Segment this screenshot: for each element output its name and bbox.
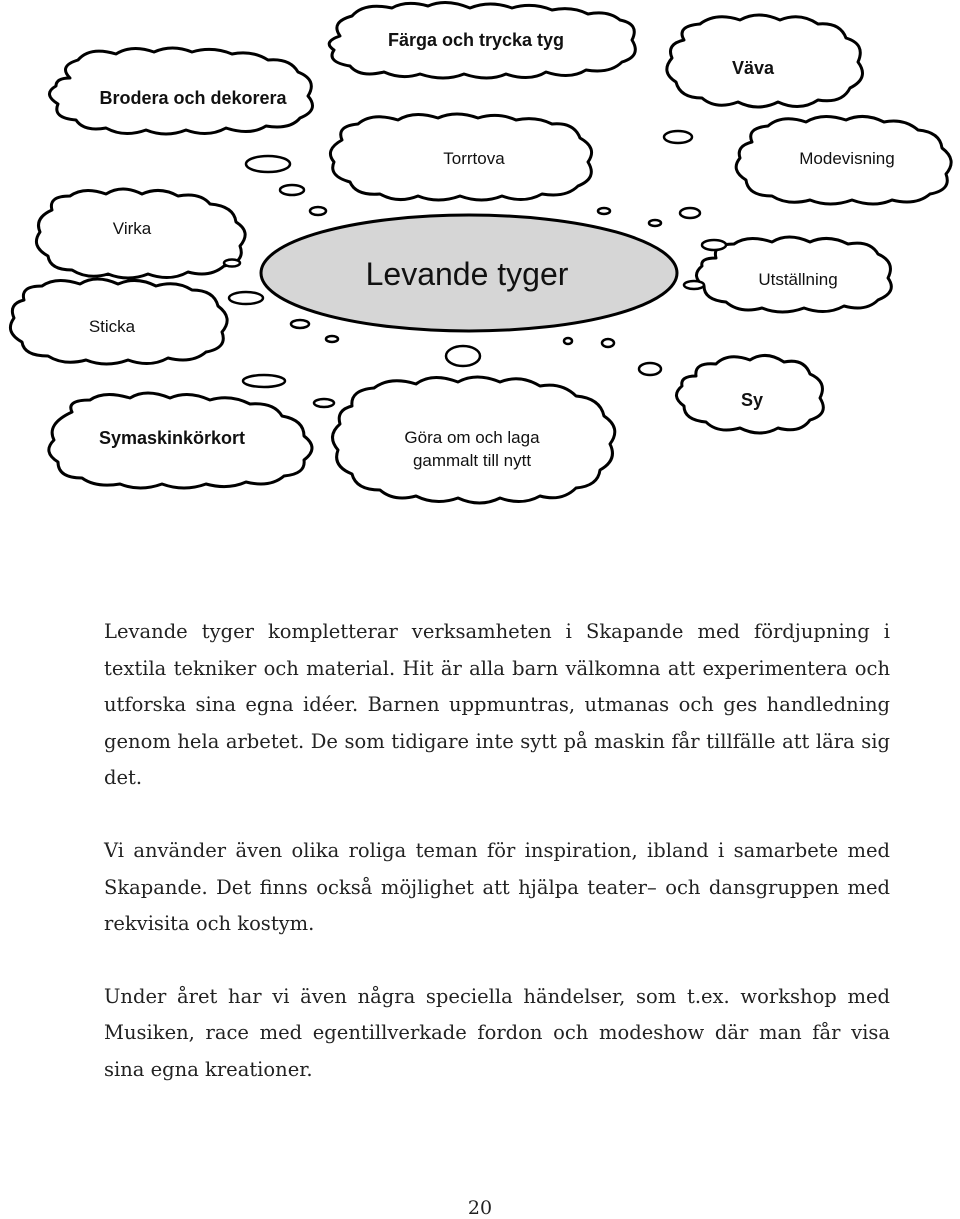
cloud-label: Modevisning [799, 149, 895, 168]
cloud-symaskinkorkort [49, 393, 312, 488]
cloud-utstallning [696, 237, 891, 312]
page-number: 20 [467, 1197, 493, 1219]
mind-map-diagram [0, 0, 960, 560]
cloud-label: Brodera och dekorera [99, 88, 287, 108]
cloud-sticka [10, 279, 227, 364]
cloud-brodera-och-dekorera [49, 48, 312, 134]
cloud-label: Utställning [758, 270, 838, 289]
center-title: Levande tyger [365, 256, 569, 292]
cloud-gora-om-och-laga [332, 377, 614, 503]
cloud-label: Virka [112, 219, 152, 238]
paragraph-3: Under året har vi även några speciella händelser, som t.ex. workshop med Musiken, race med egentillverkade fordon och modeshow där man får visa sina egna kreationer. [104, 984, 890, 1081]
center-topic [261, 215, 677, 331]
cloud-label: Sticka [88, 317, 136, 336]
body-text [104, 614, 890, 1125]
cloud-vava [667, 15, 863, 107]
cloud-modevisning [736, 116, 951, 204]
cloud-label-line1: Göra om och laga [404, 428, 540, 447]
paragraph-1: Levande tyger kompletterar verksamheten i Skapande med fördjupning i textila tekniker och material. Hit är alla barn välkomna att experimentera och utforska sina egna idéer. Barnen uppmuntras, utmanas och ges handledning genom hela arbetet. De som tidigare inte sytt på maskin får tillfälle att lära sig det. [104, 620, 890, 790]
cloud-label: Färga och trycka tyg [387, 30, 565, 50]
cloud-virka [36, 189, 245, 278]
cloud-label: Väva [731, 58, 775, 78]
cloud-label: Torrtova [443, 149, 505, 168]
paragraph-2: Vi använder även olika roliga teman för inspiration, ibland i samarbete med Skapande. Det finns också möjlighet att hjälpa teater– och dansgruppen med rekvisita och kostym. [104, 838, 890, 936]
cloud-sy [676, 355, 823, 433]
cloud-torrtova [330, 114, 591, 200]
cloud-label-line2: gammalt till nytt [412, 451, 532, 470]
cloud-label: Symaskinkörkort [98, 428, 246, 448]
cloud-farga-och-trycka-tyg [329, 2, 635, 78]
cloud-label: Sy [740, 390, 764, 410]
